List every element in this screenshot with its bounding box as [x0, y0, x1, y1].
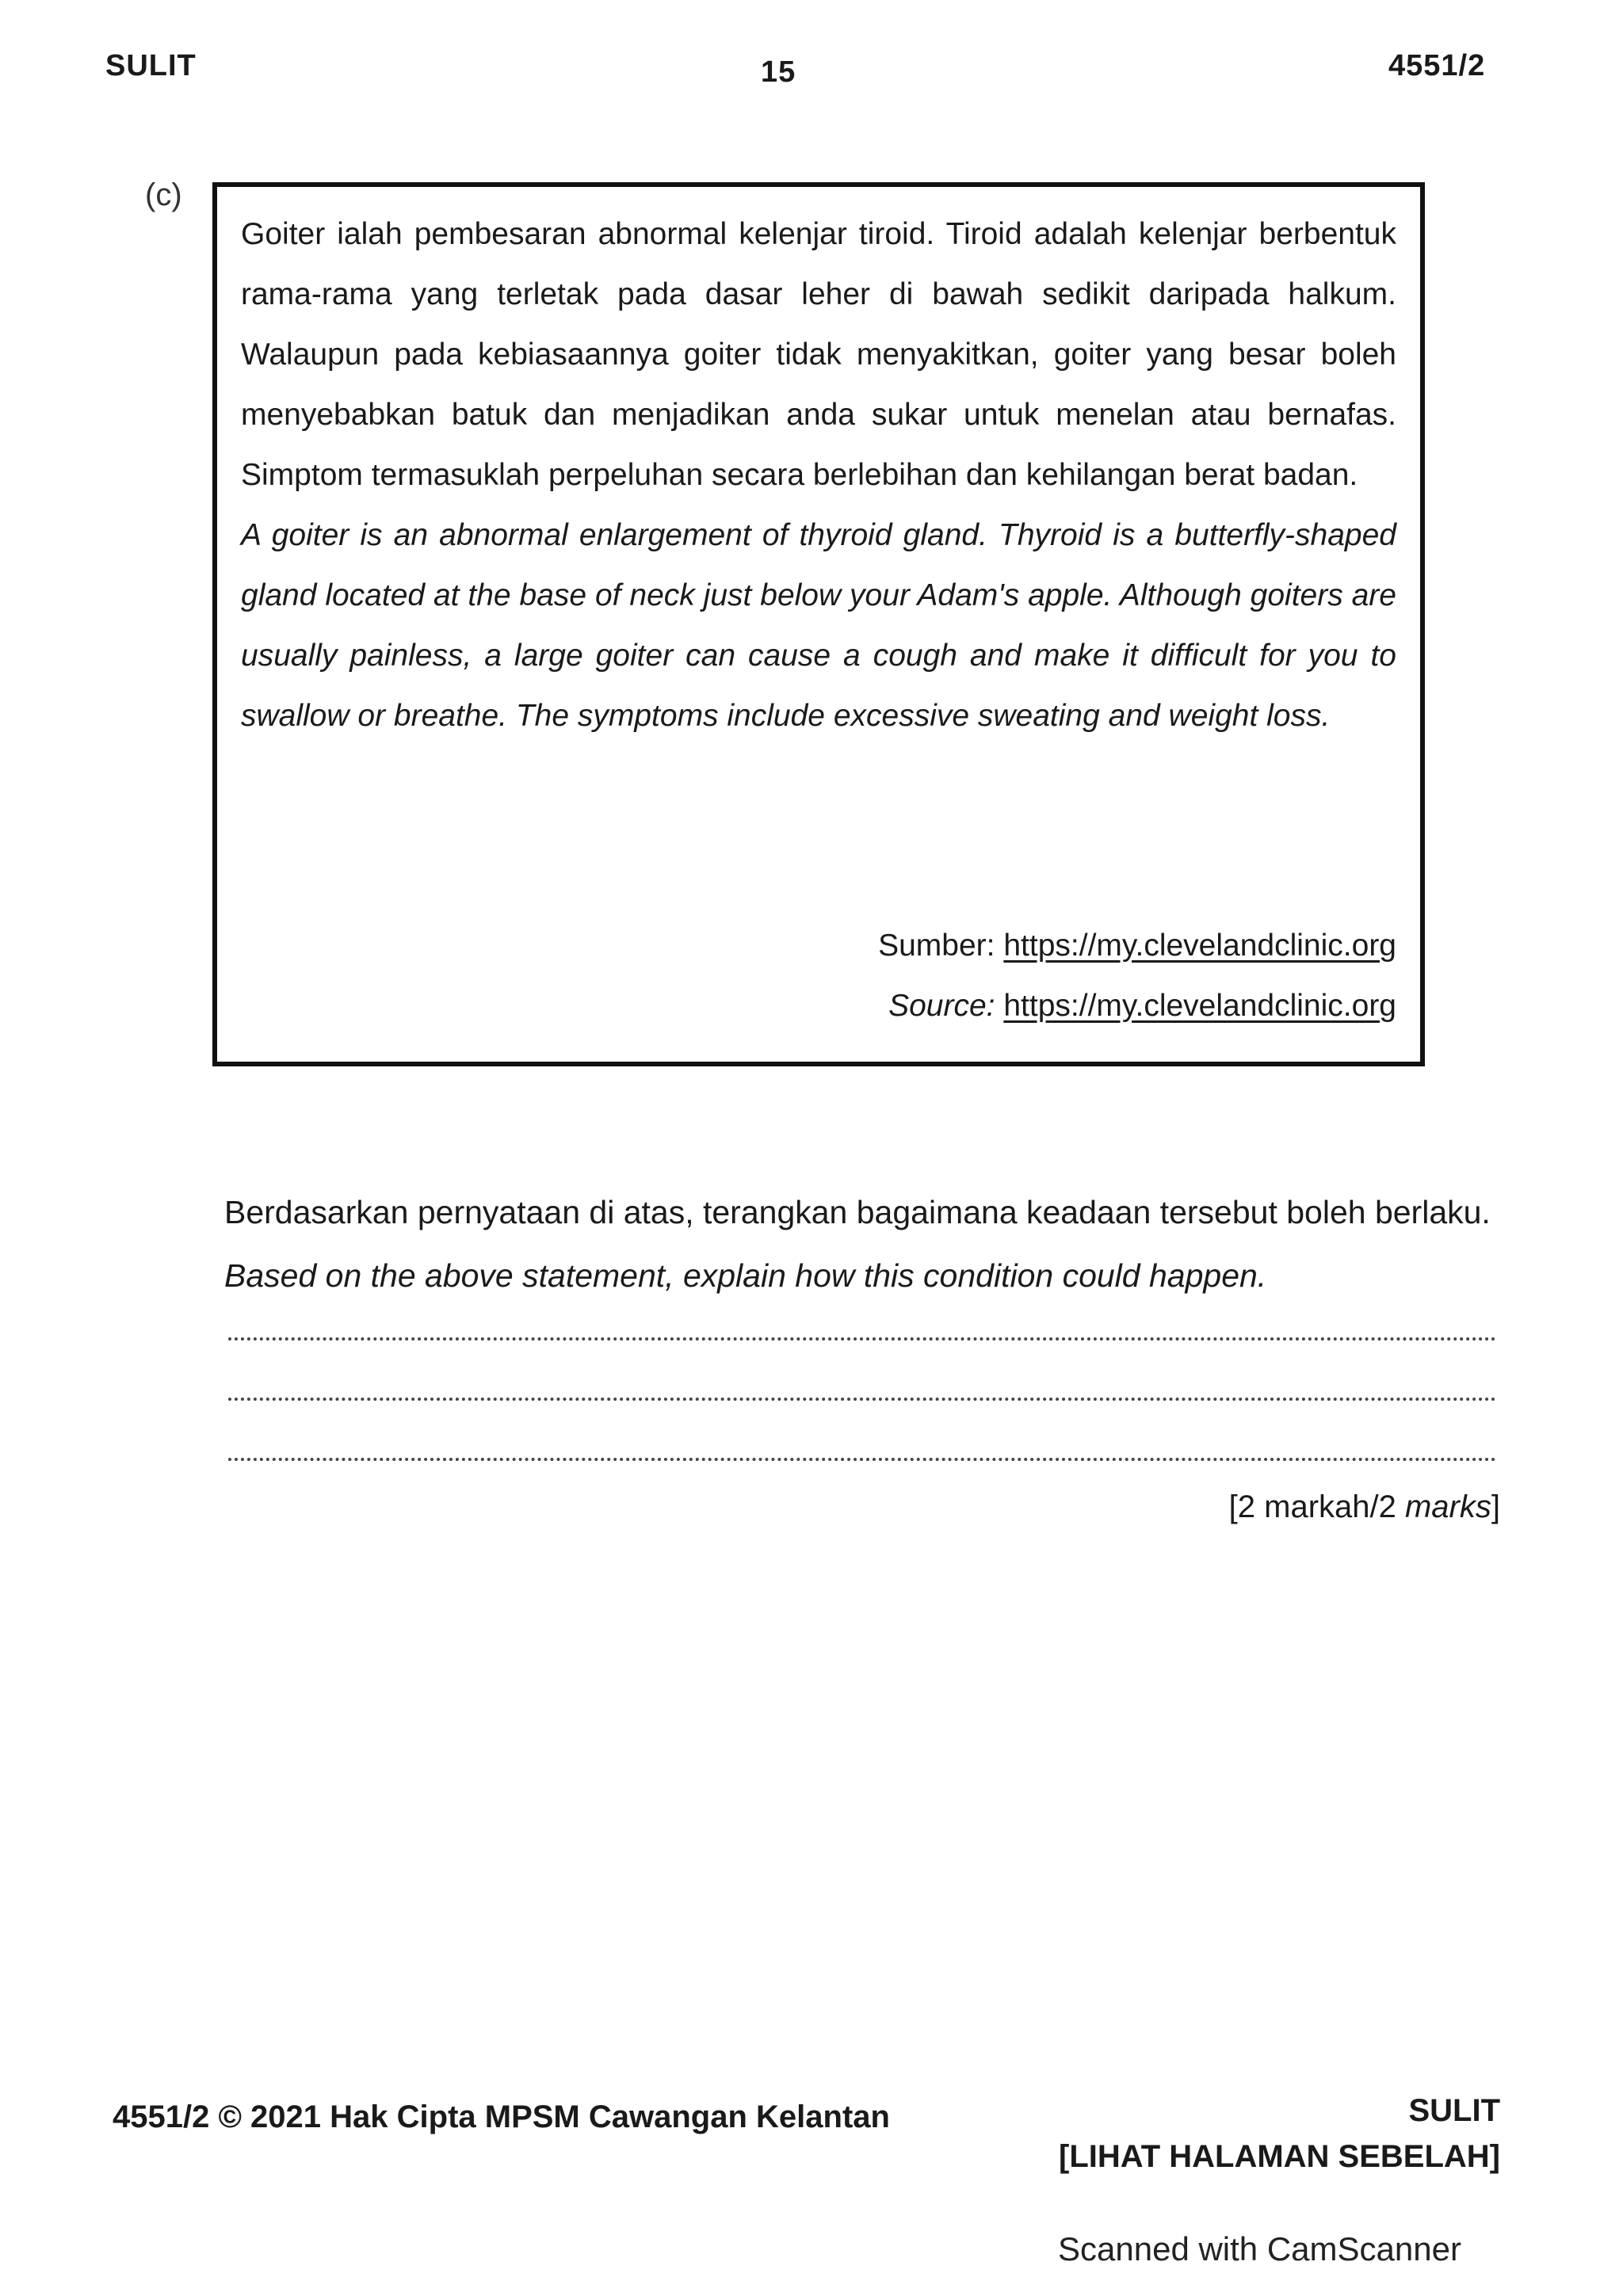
page-number: 15	[761, 55, 796, 89]
source-block	[878, 916, 1396, 1036]
footer-confidential-label: SULIT	[1408, 2093, 1500, 2128]
answer-line[interactable]	[228, 1458, 1496, 1461]
marks-suffix: ]	[1491, 1489, 1500, 1524]
marks-allocation	[1229, 1489, 1500, 1525]
malay-passage: Goiter ialah pembesaran abnormal kelenjar tiroid. Tiroid adalah kelenjar berbentuk rama-rama yang terletak pada dasar leher di bawah sedikit daripada halkum. Walaupun pada kebiasaannya goiter tidak menyakitkan, goiter yang besar boleh menyebabkan batuk dan menjadikan anda sukar untuk menelan atau bernafas. Simptom termasuklah perpeluhan secara berlebihan dan kehilangan berat badan.	[241, 217, 1396, 492]
source-malay-url[interactable]: https://my.clevelandclinic.org	[1003, 929, 1396, 963]
answer-line[interactable]	[228, 1337, 1496, 1341]
footer-right	[1059, 2088, 1500, 2180]
marks-italic: marks	[1404, 1489, 1491, 1524]
scanner-watermark: Scanned with CamScanner	[1058, 2230, 1461, 2267]
header-confidential-label: SULIT	[105, 49, 197, 82]
source-english-url[interactable]: https://my.clevelandclinic.org	[1003, 989, 1396, 1023]
marks-prefix: [2 markah/2	[1228, 1489, 1405, 1524]
footer-next-page: [LIHAT HALAMAN SEBELAH]	[1059, 2139, 1500, 2174]
source-malay	[878, 916, 1396, 976]
source-malay-label: Sumber:	[878, 929, 995, 963]
question-prompt-english: Based on the above statement, explain how this condition could happen.	[224, 1257, 1267, 1294]
paper-code: 4551/2	[1388, 49, 1486, 82]
question-part-label: (c)	[145, 177, 182, 212]
question-prompt	[224, 1180, 1502, 1307]
info-box	[212, 182, 1425, 1066]
footer-copyright: 4551/2 © 2021 Hak Cipta MPSM Cawangan Kelantan	[113, 2100, 890, 2134]
question-prompt-malay: Berdasarkan pernyataan di atas, terangkan bagaimana keadaan tersebut boleh berlaku.	[224, 1194, 1491, 1230]
english-passage: A goiter is an abnormal enlargement of thyroid gland. Thyroid is a butterfly-shaped gland located at the base of neck just below your Adam's apple. Although goiters are usually painless, a large goiter can cause a cough and make it difficult for you to swallow or breathe. The symptoms include excessive sweating and weight loss.	[241, 518, 1396, 733]
answer-line[interactable]	[228, 1398, 1496, 1401]
source-english-label: Source:	[888, 989, 995, 1023]
source-english	[878, 976, 1396, 1036]
